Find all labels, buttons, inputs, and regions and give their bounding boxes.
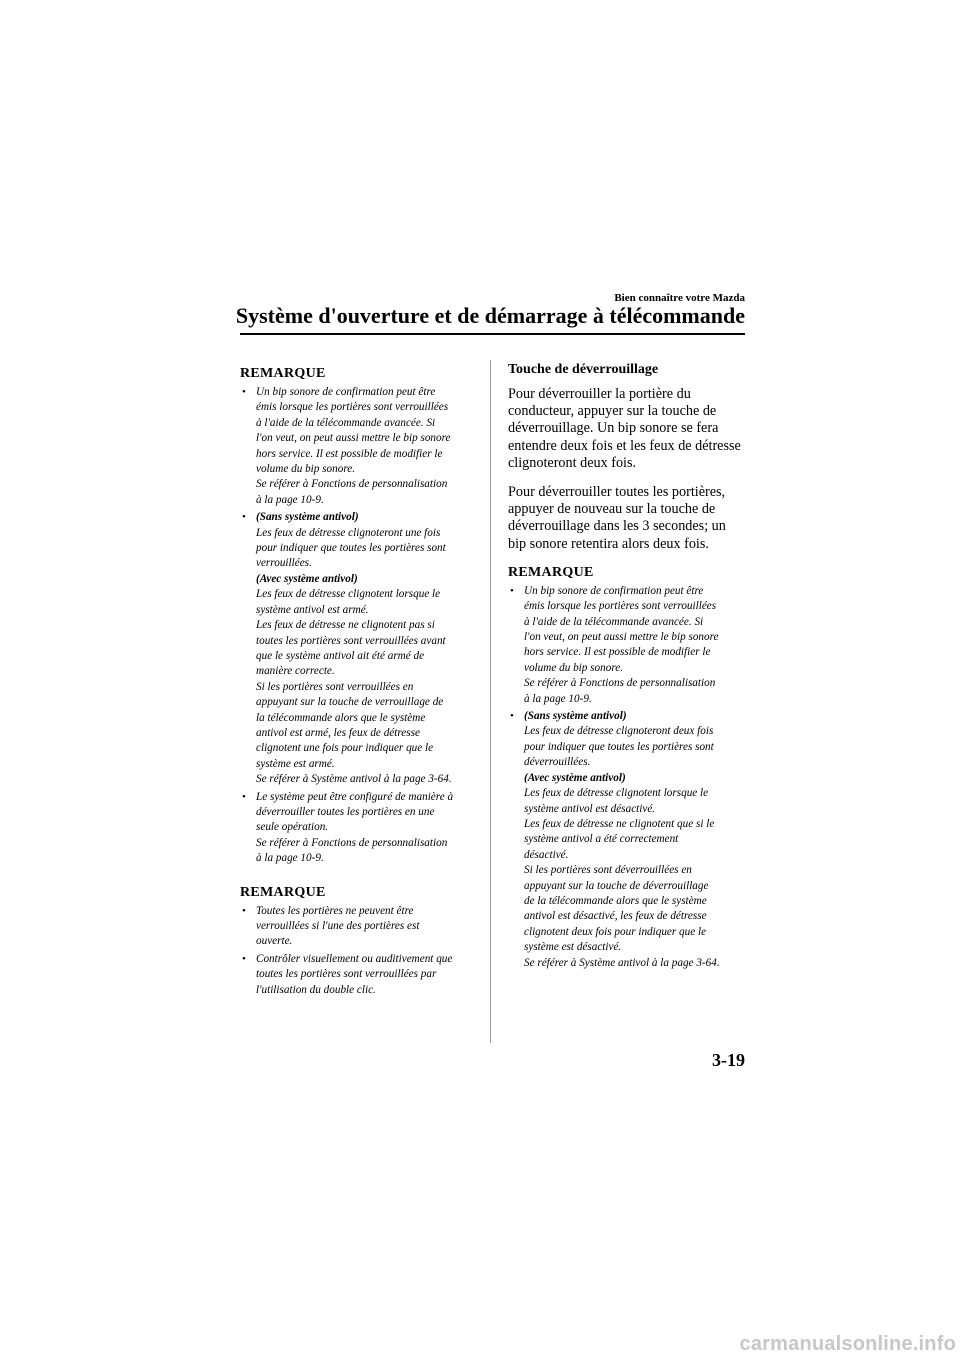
remarque-line: système antivol est armé. [256,603,369,616]
remarque-line: à la page 10-9. [524,692,592,705]
remarque-line: déverrouiller toutes les portières en une [256,805,435,818]
remarque-line: toutes les portières sont verrouillées avant [256,634,446,647]
bullet-icon: • [242,511,246,524]
remarque-heading: REMARQUE [508,564,594,580]
remarque-item [508,709,746,971]
remarque-line: émis lorsque les portières sont verrouillées [256,401,449,414]
remarque-line: déverrouillées. [524,756,591,769]
bullet-icon: • [242,790,246,803]
remarque-item [240,952,476,998]
remarque-item [240,510,476,787]
remarque-line: à l'aide de la télécommande avancée. Si [524,615,704,628]
remarque-line: Se référer à Fonctions de personnalisation [524,677,716,690]
remarque-line: manière correcte. [256,665,335,678]
remarque-list [240,385,476,867]
page-number: 3-19 [712,1050,745,1070]
remarque-line: Les feux de détresse ne clignotent que si le [524,817,715,830]
bullet-icon: • [242,952,246,965]
remarque-line: l'utilisation du double clic. [256,983,376,996]
remarque-line: Si les portières sont déverrouillées en [524,864,692,877]
remarque-line: verrouillées. [256,557,312,570]
remarque-line: appuyant sur la touche de verrouillage de [256,696,444,709]
remarque-line: que le système antivol ait été armé de [256,649,425,662]
remarque-line: pour indiquer que toutes les portières sont [524,740,714,753]
remarque-line: la télécommande alors que le système [256,711,426,724]
body-paragraph: Pour déverrouiller toutes les portières, appuyer de nouveau sur la touche de déverrouillage dans les 3 secondes; un bip sonore retentira alors deux fois. [508,484,726,552]
remarque-line: Un bip sonore de confirmation peut être [524,584,704,597]
remarque-line: Se référer à Fonctions de personnalisation [256,478,448,491]
remarque-line: clignotent deux fois pour indiquer que le [524,925,707,938]
remarque-line: Un bip sonore de confirmation peut être [256,386,436,398]
body-paragraph: Pour déverrouiller la portière du conducteur, appuyer sur la touche de déverrouillage. Un bip sonore se fera entendre deux fois et les feux de détresse clignoteront deux fois. [508,386,741,471]
header-divider [240,333,745,335]
remarque-item [240,904,476,950]
remarque-line: Les feux de détresse clignotent lorsque le [524,787,709,800]
remarque-line: système est armé. [256,757,335,770]
column-divider [490,360,491,1043]
remarque-item [508,584,746,707]
bullet-icon: • [510,584,514,597]
remarque-line: volume du bip sonore. [524,661,624,674]
remarque-line: toutes les portières sont verrouillées par [256,968,437,981]
bullet-icon: • [242,386,246,398]
remarque-line: Le système peut être configuré de manière à [256,790,454,803]
remarque-line: système antivol est désactivé. [524,802,656,815]
remarque-line: Se référer à Système antivol à la page 3-64. [256,773,452,786]
header-subtitle: Bien connaître votre Mazda [614,292,745,304]
remarque-line: hors service. Il est possible de modifier le [524,646,711,659]
remarque-line: Toutes les portières ne peuvent être [256,904,414,917]
remarque-line: Contrôler visuellement ou auditivement que [256,952,453,965]
remarque-item [240,790,476,867]
remarque-line: système est désactivé. [524,941,622,954]
watermark: carmanualsonline.info [739,1333,956,1355]
remarque-line: Si les portières sont verrouillées en [256,680,414,693]
remarque-line: désactivé. [524,848,569,861]
remarque-line: l'on veut, on peut aussi mettre le bip sonore [256,432,451,445]
remarque-line: seule opération. [256,821,329,834]
remarque-line: à la page 10-9. [256,852,324,865]
remarque-line: à la page 10-9. [256,493,324,506]
remarque-line: (Sans système antivol) [524,710,627,723]
remarque-line: système antivol a été correctement [524,833,679,846]
page-title: Système d'ouverture et de démarrage à télécommande [235,303,745,328]
remarque-line: appuyant sur la touche de déverrouillage [524,879,709,892]
right-column [508,360,746,973]
section-title: Touche de déverrouillage [508,362,659,377]
remarque-heading: REMARQUE [240,884,326,900]
remarque-line: antivol est désactivé, les feux de détresse [524,910,707,923]
remarque-line: Les feux de détresse clignoteront deux fois [524,725,714,738]
remarque-line: verrouillées si l'une des portières est [256,920,420,932]
bullet-icon: • [242,904,246,917]
remarque-line: antivol est armé, les feux de détresse [256,726,420,739]
remarque-line: volume du bip sonore. [256,463,356,476]
remarque-line: à l'aide de la télécommande avancée. Si [256,416,436,429]
remarque-line: Se référer à Système antivol à la page 3-64. [524,956,720,969]
remarque-line: Les feux de détresse clignotent lorsque le [256,588,441,601]
remarque-line: émis lorsque les portières sont verrouillées [524,600,717,613]
remarque-line: pour indiquer que toutes les portières sont [256,542,446,555]
remarque-line: l'on veut, on peut aussi mettre le bip sonore [524,631,719,644]
remarque-heading: REMARQUE [240,366,326,381]
remarque-list [508,584,746,971]
remarque-line: (Avec système antivol) [524,771,626,784]
remarque-list [240,904,476,998]
left-column [240,360,476,1000]
remarque-line: Se référer à Fonctions de personnalisation [256,836,448,849]
remarque-line: clignotent une fois pour indiquer que le [256,742,434,755]
remarque-line: (Sans système antivol) [256,511,359,524]
remarque-line: hors service. Il est possible de modifier le [256,447,443,460]
remarque-line: Les feux de détresse ne clignotent pas si [256,619,435,632]
remarque-line: Les feux de détresse clignoteront une fois [256,526,441,539]
remarque-item [240,385,476,508]
remarque-line: ouverte. [256,935,293,948]
remarque-line: (Avec système antivol) [256,572,358,585]
remarque-line: de la télécommande alors que le système [524,894,707,907]
bullet-icon: • [510,710,514,723]
